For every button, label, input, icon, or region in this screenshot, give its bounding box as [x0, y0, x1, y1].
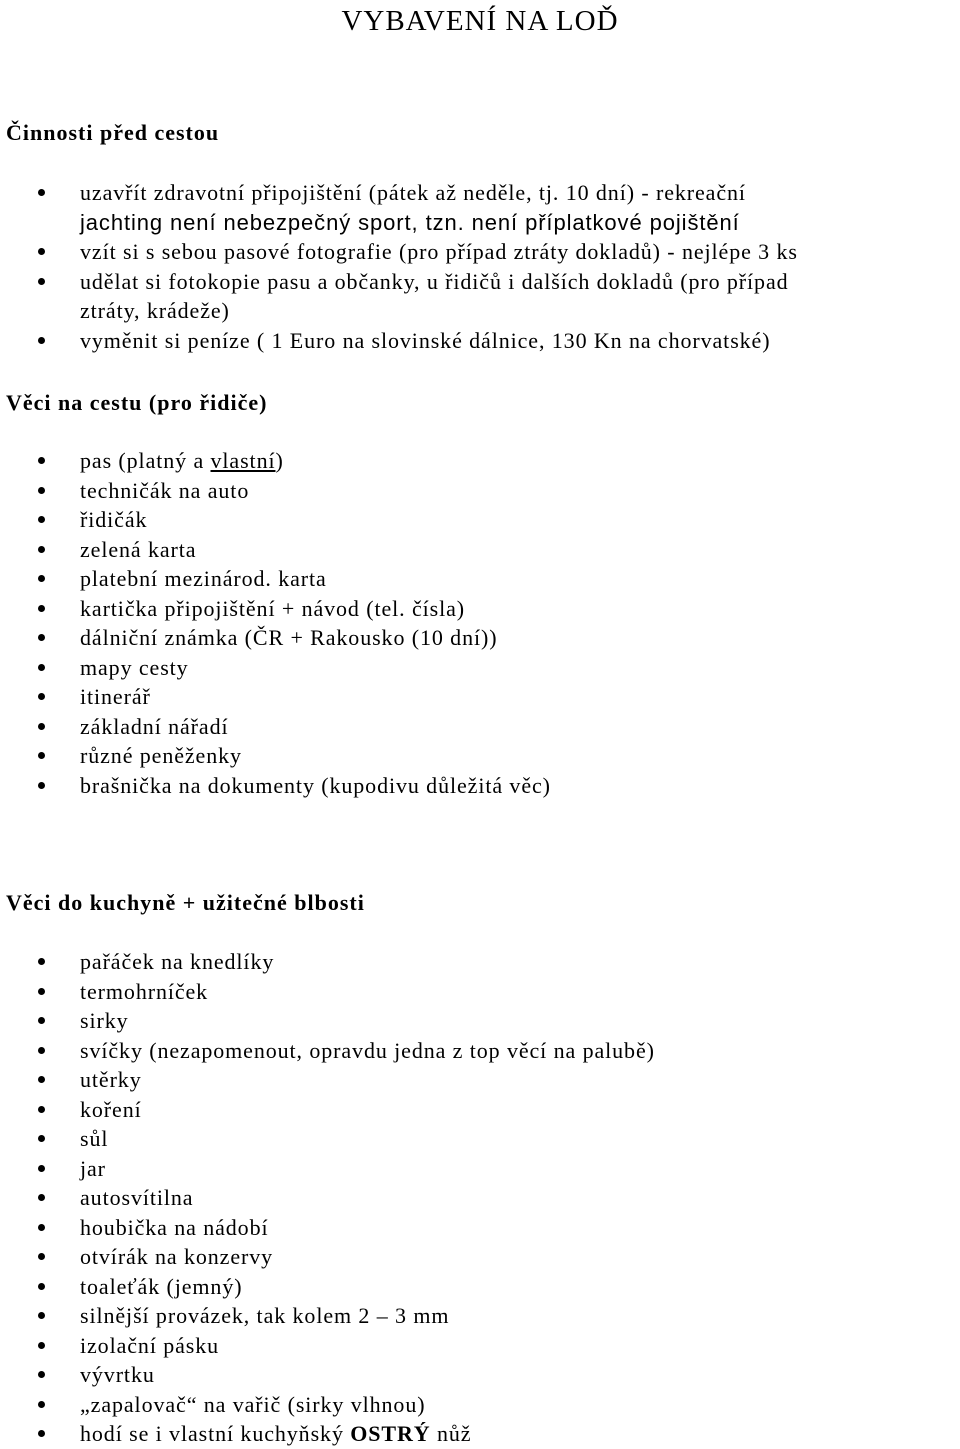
section-heading-travel-items: Věci na cestu (pro řidiče) [6, 390, 268, 415]
kitchen-items-list [0, 947, 655, 1449]
list-item-continuation: jachting není nebezpečný sport, tzn. není příplatkové pojištění [80, 209, 740, 235]
bullet-icon [38, 1253, 45, 1260]
list-item: vyměnit si peníze ( 1 Euro na slovinské dálnice, 130 Kn na chorvatské) [0, 326, 798, 356]
bullet-icon [38, 782, 45, 789]
bullet-icon [38, 1371, 45, 1378]
list-item: platební mezinárod. karta [0, 564, 551, 594]
bullet-icon [38, 278, 45, 285]
page-title: VYBAVENÍ NA LOĎ [341, 5, 619, 37]
list-item: techničák na auto [0, 476, 551, 506]
list-item: „zapalovač“ na vařič (sirky vlhnou) [0, 1390, 655, 1420]
bullet-icon [38, 575, 45, 582]
list-item: uzavřít zdravotní připojištění (pátek až neděle, tj. 10 dní) - rekreační [0, 178, 798, 208]
bullet-icon [38, 1401, 45, 1408]
bullet-icon [38, 752, 45, 759]
list-item: koření [0, 1095, 655, 1125]
list-item: různé peněženky [0, 741, 551, 771]
bullet-icon [38, 1283, 45, 1290]
list-item: základní nářadí [0, 712, 551, 742]
bullet-icon [38, 1194, 45, 1201]
list-item-continuation: ztráty, krádeže) [80, 298, 230, 323]
bullet-icon [38, 634, 45, 641]
list-item: toaleťák (jemný) [0, 1272, 655, 1302]
bullet-icon [38, 337, 45, 344]
bullet-icon [38, 1076, 45, 1083]
list-item: jar [0, 1154, 655, 1184]
list-item: pas (platný a vlastní) [0, 446, 551, 476]
section-heading-kitchen-items: Věci do kuchyně + užitečné blbosti [6, 890, 365, 915]
list-item: řidičák [0, 505, 551, 535]
list-item: sůl [0, 1124, 655, 1154]
list-item: otvírák na konzervy [0, 1242, 655, 1272]
bullet-icon [38, 1017, 45, 1024]
bullet-icon [38, 1224, 45, 1231]
bullet-icon [38, 546, 45, 553]
list-item: itinerář [0, 682, 551, 712]
list-item: termohrníček [0, 977, 655, 1007]
list-item: dálniční známka (ČR + Rakousko (10 dní)) [0, 623, 551, 653]
bullet-icon [38, 605, 45, 612]
bullet-icon [38, 189, 45, 196]
bullet-icon [38, 1165, 45, 1172]
list-item: houbička na nádobí [0, 1213, 655, 1243]
travel-items-list [0, 446, 551, 800]
list-item: udělat si fotokopie pasu a občanky, u řidičů i dalších dokladů (pro případ [0, 267, 798, 297]
bullet-icon [38, 1312, 45, 1319]
list-item: hodí se i vlastní kuchyňský OSTRÝ nůž [0, 1419, 655, 1449]
bullet-icon [38, 487, 45, 494]
list-item: vzít si s sebou pasové fotografie (pro případ ztráty dokladů) - nejlépe 3 ks [0, 237, 798, 267]
list-item: izolační pásku [0, 1331, 655, 1361]
list-item: utěrky [0, 1065, 655, 1095]
bullet-icon [38, 988, 45, 995]
list-item: autosvítilna [0, 1183, 655, 1213]
list-item: silnější provázek, tak kolem 2 – 3 mm [0, 1301, 655, 1331]
list-item: svíčky (nezapomenout, opravdu jedna z top věcí na palubě) [0, 1036, 655, 1066]
section-heading-before-trip: Činnosti před cestou [6, 120, 220, 145]
list-item: sirky [0, 1006, 655, 1036]
list-item: zelená karta [0, 535, 551, 565]
bullet-icon [38, 1342, 45, 1349]
list-item: pařáček na knedlíky [0, 947, 655, 977]
before-trip-list [0, 178, 798, 355]
bullet-icon [38, 457, 45, 464]
bullet-icon [38, 1106, 45, 1113]
bullet-icon [38, 693, 45, 700]
list-item: vývrtku [0, 1360, 655, 1390]
list-item: brašnička na dokumenty (kupodivu důležitá věc) [0, 771, 551, 801]
bullet-icon [38, 723, 45, 730]
bullet-icon [38, 958, 45, 965]
bullet-icon [38, 248, 45, 255]
list-item: kartička připojištění + návod (tel. čísla) [0, 594, 551, 624]
bullet-icon [38, 1135, 45, 1142]
bullet-icon [38, 1430, 45, 1437]
bullet-icon [38, 1047, 45, 1054]
bullet-icon [38, 516, 45, 523]
list-item: mapy cesty [0, 653, 551, 683]
bullet-icon [38, 664, 45, 671]
